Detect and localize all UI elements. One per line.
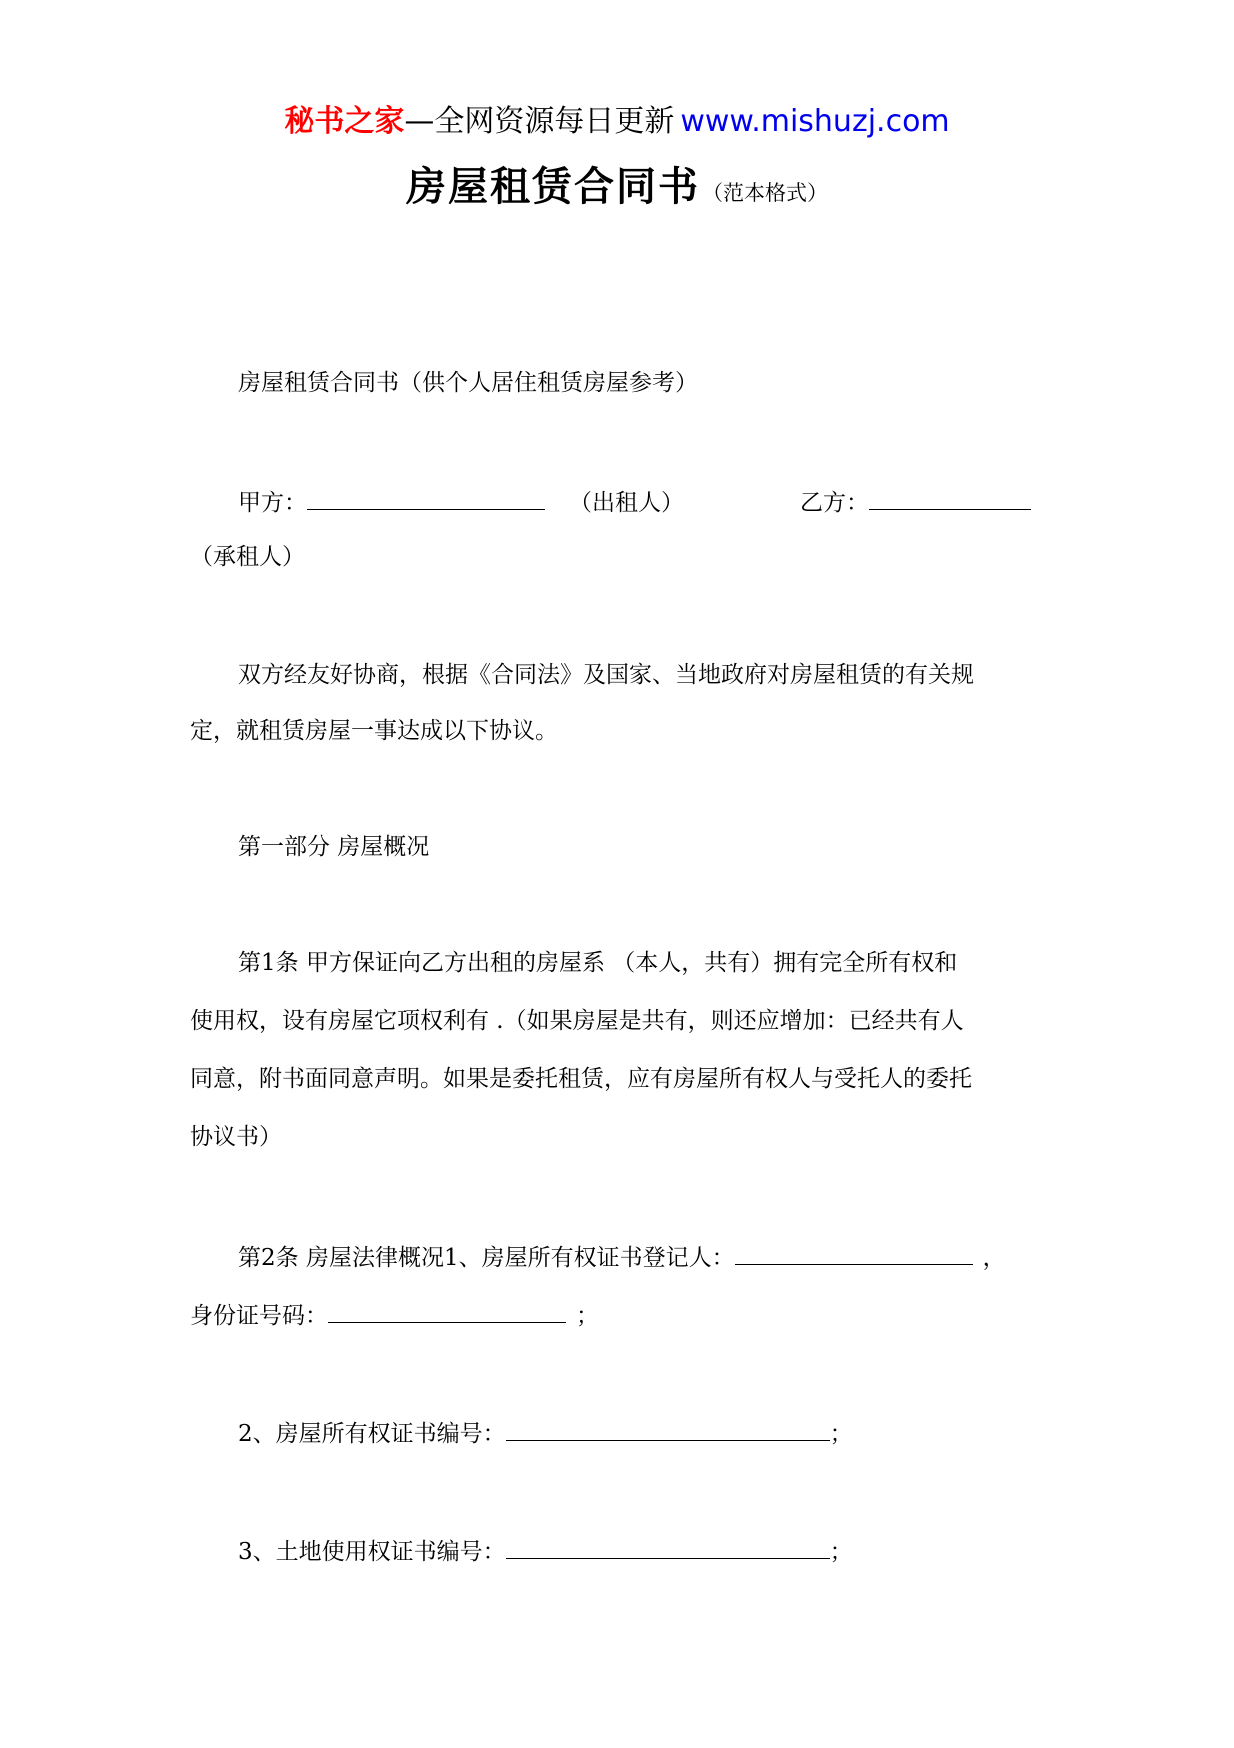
party-b-blank[interactable] — [869, 485, 1031, 510]
property-cert-blank[interactable] — [506, 1416, 830, 1441]
registrant-blank[interactable] — [735, 1240, 973, 1265]
part1-heading: 第一部分 房屋概况 — [238, 834, 430, 860]
article1-line-3: 同意，附书面同意声明。如果是委托租赁，应有房屋所有权人与受托人的委托 — [190, 1066, 972, 1092]
main-title: 房屋租赁合同书 — [406, 164, 700, 210]
id-number-label: 身份证号码： — [190, 1303, 328, 1329]
article2-line-1 — [238, 1240, 1006, 1273]
brand-name: 秘书之家 — [284, 104, 405, 139]
land-cert-blank[interactable] — [506, 1534, 830, 1559]
document-title — [0, 155, 1234, 212]
property-cert-label: 2、房屋所有权证书编号： — [238, 1421, 506, 1447]
site-banner — [0, 100, 1234, 144]
parties-line — [238, 485, 1098, 518]
item3-line — [238, 1534, 853, 1567]
article1-line-1: 第1条 甲方保证向乙方出租的房屋系 （本人，共有）拥有完全所有权和 — [238, 950, 958, 976]
article2-line-2 — [190, 1298, 599, 1331]
site-url-link[interactable]: www.mishuzj.com — [680, 104, 950, 139]
party-b-label: 乙方： — [800, 490, 869, 516]
id-number-blank[interactable] — [328, 1298, 566, 1323]
party-a-blank[interactable] — [307, 485, 545, 510]
intro-line-2: 定，就租赁房屋一事达成以下协议。 — [190, 718, 558, 744]
party-b-group — [800, 485, 1031, 518]
title-format-note: （范本格式） — [702, 181, 828, 205]
contract-subtitle: 房屋租赁合同书（供个人居住租赁房屋参考） — [238, 370, 698, 396]
item2-end: ； — [829, 1421, 853, 1447]
banner-slogan: —全网资源每日更新 — [404, 104, 675, 139]
land-cert-label: 3、土地使用权证书编号： — [238, 1539, 506, 1565]
article2-line1-end: ， — [982, 1245, 1006, 1271]
party-a-role: （出租人） — [569, 490, 684, 516]
party-a-label: 甲方： — [238, 490, 307, 516]
intro-line-1: 双方经友好协商，根据《合同法》及国家、当地政府对房屋租赁的有关规 — [238, 662, 974, 688]
item3-end: ； — [829, 1539, 853, 1565]
article1-line-2: 使用权，设有房屋它项权利有 .（如果房屋是共有，则还应增加：已经共有人 — [190, 1008, 964, 1034]
article2-text: 第2条 房屋法律概况1、房屋所有权证书登记人： — [238, 1245, 735, 1271]
item2-line — [238, 1416, 853, 1449]
article2-line2-end: ； — [576, 1303, 599, 1329]
party-b-role: （承租人） — [190, 544, 305, 570]
article1-line-4: 协议书） — [190, 1124, 282, 1150]
